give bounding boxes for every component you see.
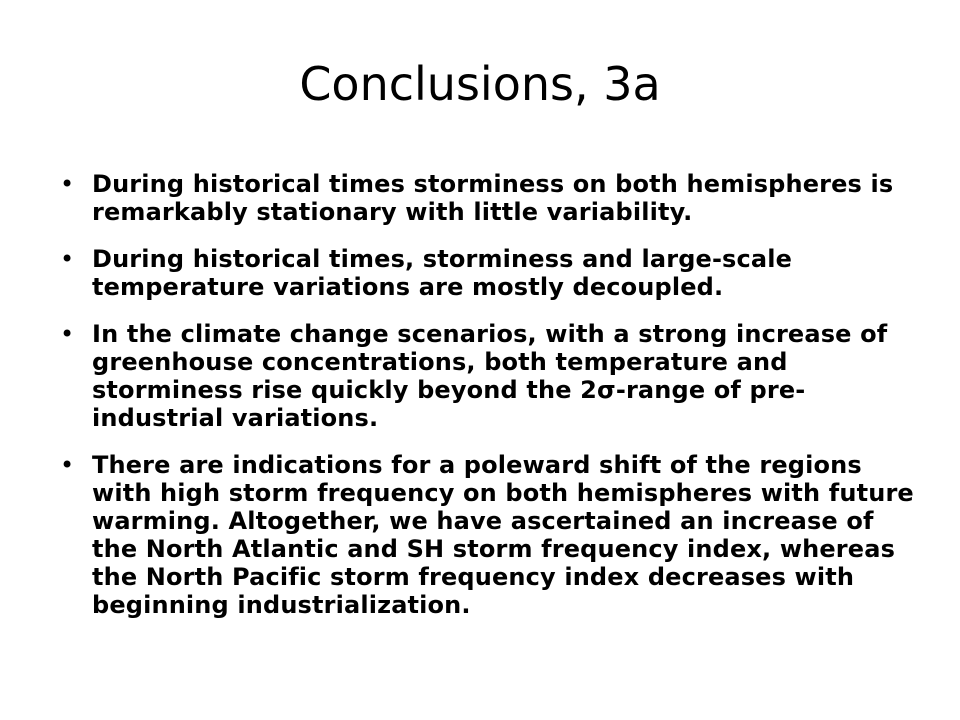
slide-title: Conclusions, 3a: [299, 57, 661, 111]
bullet-item-4: [56, 451, 916, 619]
bullet-text: During historical times storminess on both hemispheres is remarkably stationary with little variability.: [92, 170, 894, 226]
bullet-text: During historical times, storminess and large-scale temperature variations are mostly decoupled.: [92, 245, 793, 301]
bullet-text: In the climate change scenarios, with a strong increase of greenhouse concentrations, both temperature and storminess rise quickly beyond the 2σ-range of pre-industrial variations.: [92, 320, 888, 432]
bullet-icon: •: [60, 451, 75, 479]
bullet-item-2: [56, 245, 916, 301]
bullet-list: [56, 170, 916, 638]
bullet-item-1: [56, 170, 916, 226]
bullet-icon: •: [60, 320, 75, 348]
bullet-icon: •: [60, 170, 75, 198]
bullet-icon: •: [60, 245, 75, 273]
bullet-item-3: [56, 320, 916, 432]
bullet-text: There are indications for a poleward shift of the regions with high storm frequency on both hemispheres with future warming. Altogether, we have ascertained an increase of the North Atlantic and SH storm frequency index, whereas the North Pacific storm frequency index decreases with beginning industrialization.: [92, 451, 914, 619]
